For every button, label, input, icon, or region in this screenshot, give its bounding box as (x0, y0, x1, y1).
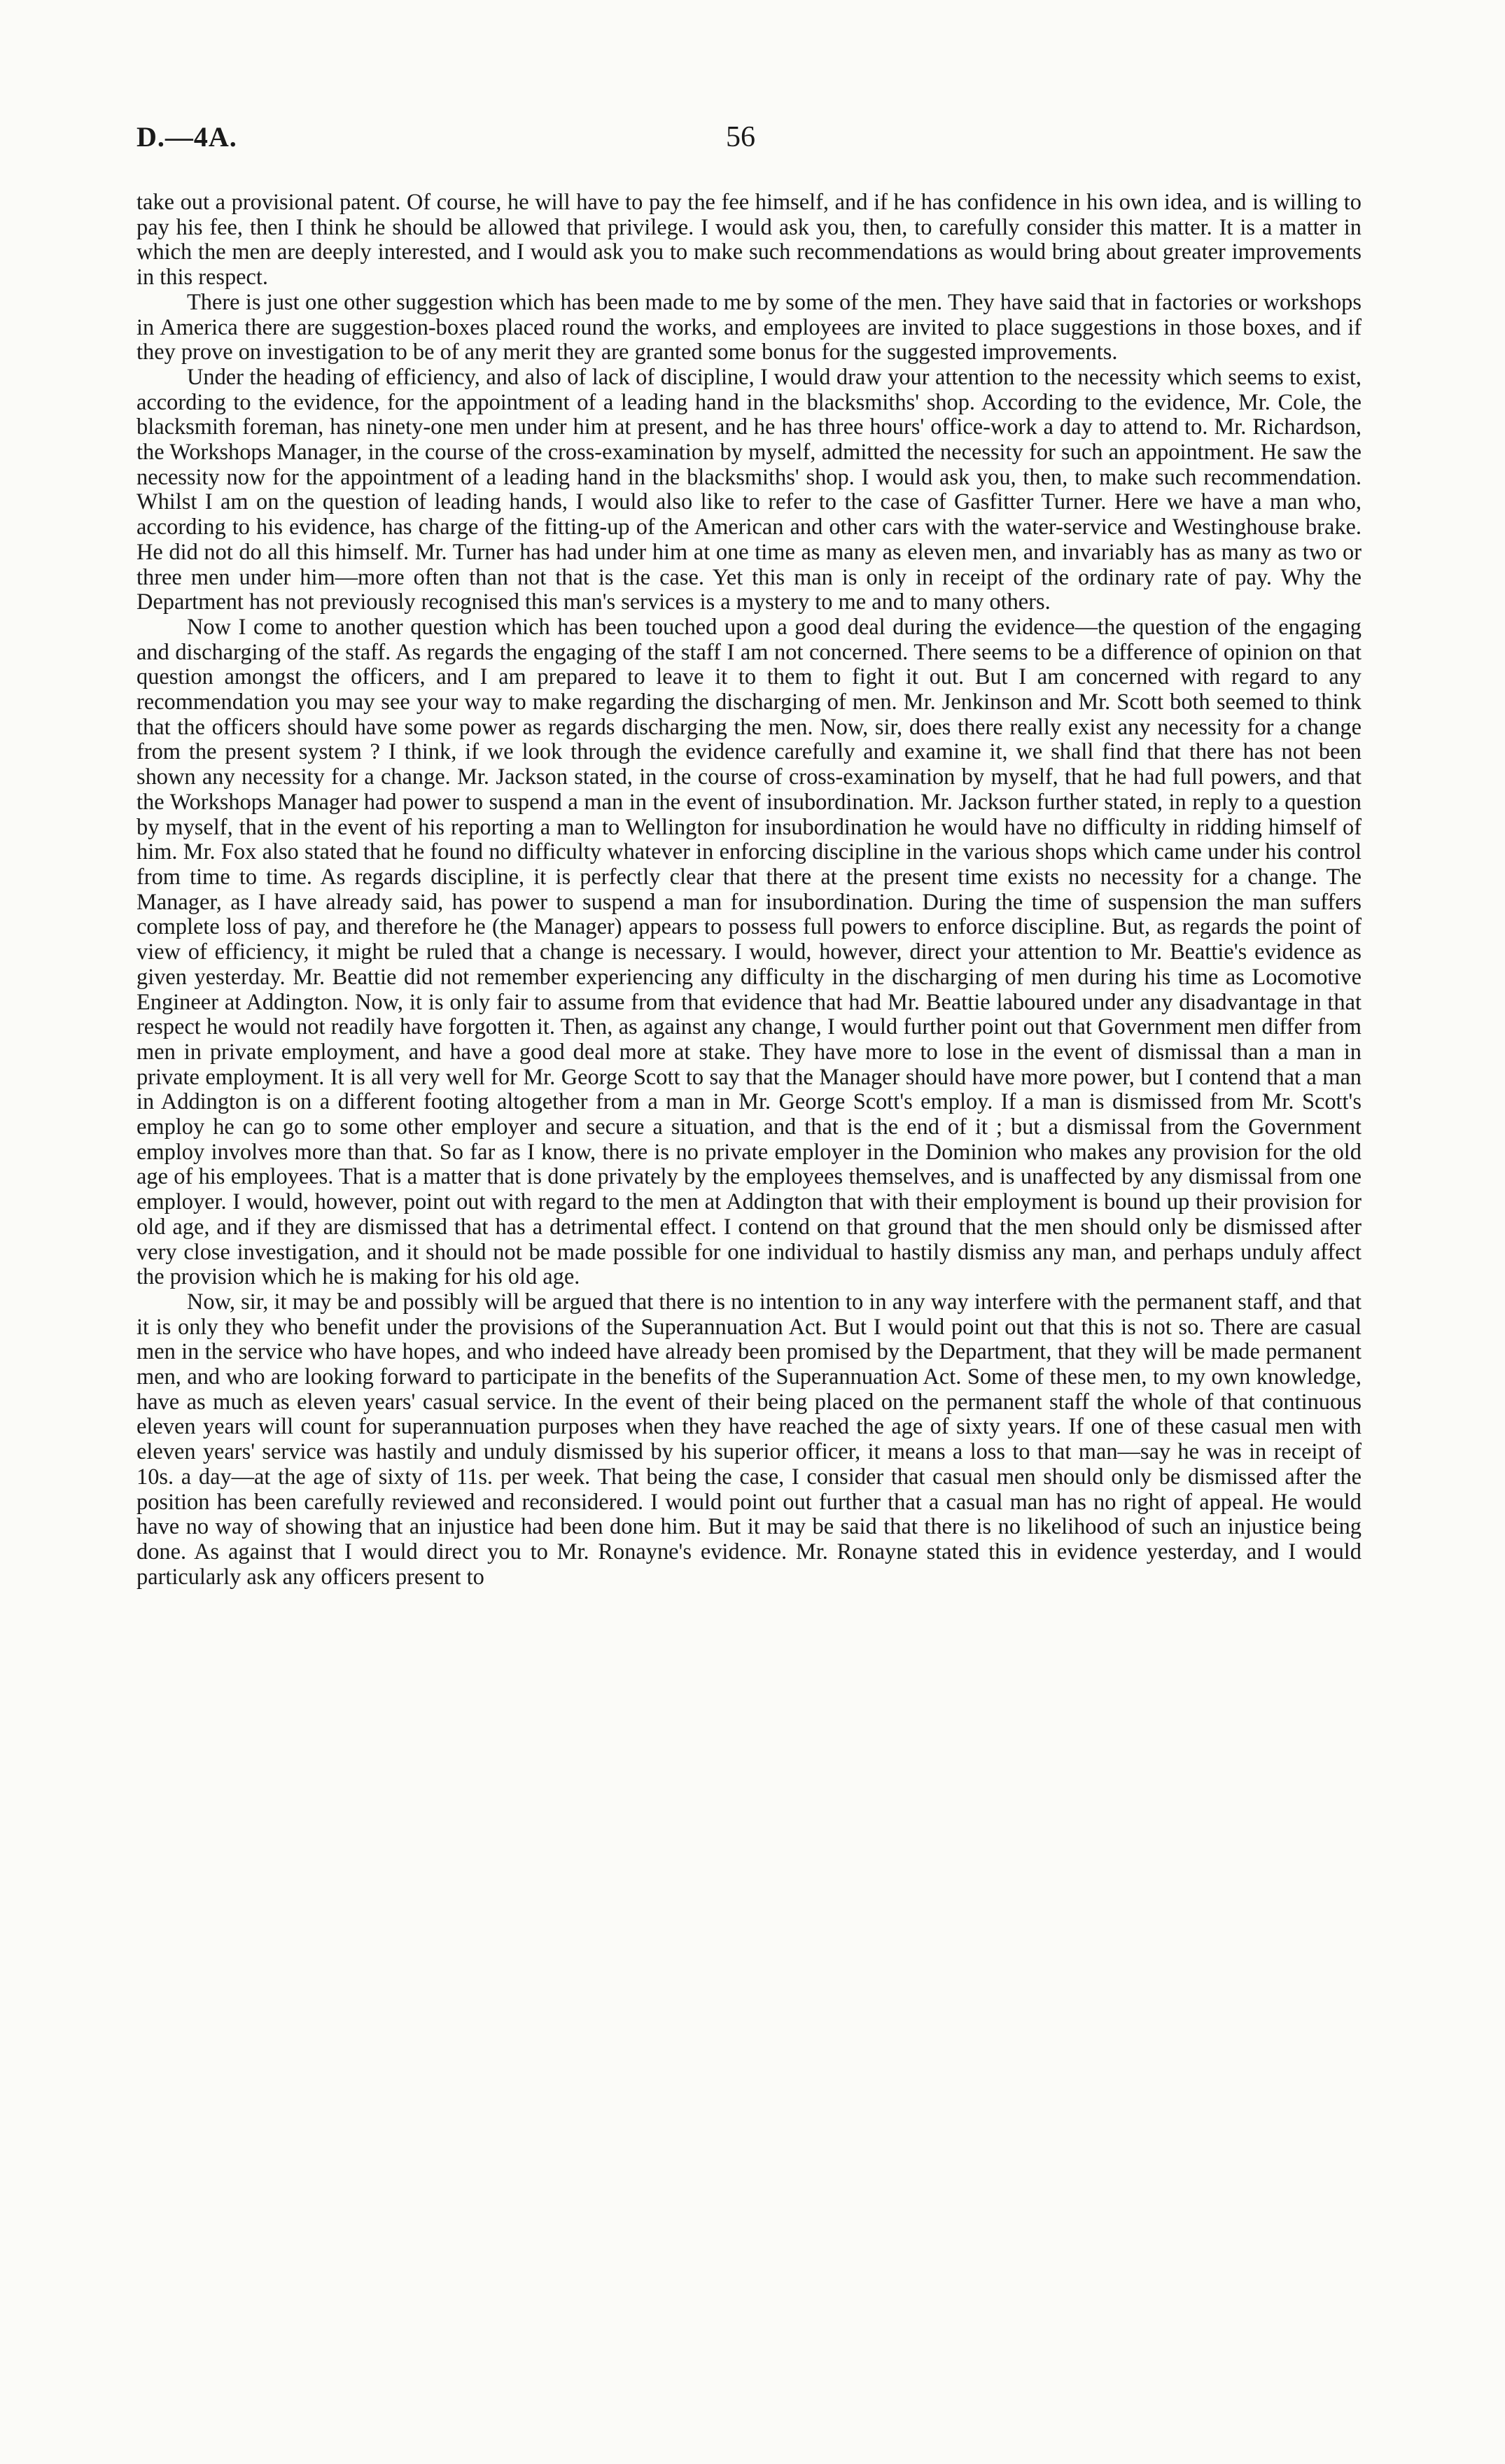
page-number: 56 (726, 121, 755, 153)
paragraph-patent-continuation: take out a provisional patent. Of course, he will have to pay the fee himself, and if he has confidence in his own idea, and is willing to pay his fee, then I think he should be allowed that privilege. I would ask you, then, to carefully consider this matter. It is a matter in which the men are deeply interested, and I would ask you to make such recommendations as would bring about greater improvements in this respect. (136, 190, 1362, 290)
page-header (136, 120, 1362, 169)
body-text (136, 190, 1362, 1590)
paragraph-suggestion-boxes: There is just one other suggestion which has been made to me by some of the men. They have said that in factories or workshops in America there are suggestion-boxes placed round the works, and employees are invited to place suggestions in those boxes, and if they prove on investigation to be of any merit they are granted some bonus for the suggested improvements. (136, 289, 1362, 365)
paragraph-casual-men: Now, sir, it may be and possibly will be argued that there is no intention to in any way interfere with the permanent staff, and that it is only they who benefit under the provisions of the Superannuation Act. But I would point out that this is not so. There are casual men in the service who have hopes, and who indeed have already been promised by the Department, that they will be made permanent men, and who are looking forward to participate in the benefits of the Superannuation Act. Some of these men, to my own knowledge, have as much as eleven years' casual service. In the event of their being placed on the permanent staff the whole of that continuous eleven years will count for superannuation purposes when they have reached the age of sixty years. If one of these casual men with eleven years' service was hastily and unduly dismissed by his superior officer, it means a loss to that man—say he was in receipt of 10s. a day—at the age of sixty of 11s. per week. That being the case, I consider that casual men should only be dismissed after the position has been carefully reviewed and reconsidered. I would point out further that a casual man has no right of appeal. He would have no way of showing that an injustice had been done him. But it may be said that there is no likelihood of such an injustice being done. As against that I would direct you to Mr. Ronayne's evidence. Mr. Ronayne stated this in evidence yesterday, and I would particularly ask any officers present to (136, 1289, 1362, 1590)
paragraph-discharging-staff: Now I come to another question which has been touched upon a good deal during the evidence—the question of the engaging and discharging of the staff. As regards the engaging of the staff I am not concerned. There seems to be a difference of opinion on that question amongst the officers, and I am prepared to leave it to them to fight it out. But I am concerned with regard to any recommendation you may see your way to make regarding the discharging of men. Mr. Jenkinson and Mr. Scott both seemed to think that the officers should have some power as regards discharging the men. Now, sir, does there really exist any necessity for a change from the present system ? I think, if we look through the evidence carefully and examine it, we shall find that there has not been shown any necessity for a change. Mr. Jackson stated, in the course of cross-examination by myself, that he had full powers, and that the Workshops Manager had power to suspend a man in the event of insubordination. Mr. Jackson further stated, in reply to a question by myself, that in the event of his reporting a man to Wellington for insubordination he would have no difficulty in ridding himself of him. Mr. Fox also stated that he found no difficulty whatever in enforcing discipline in the various shops which came under his control from time to time. As regards discipline, it is perfectly clear that there at the present time exists no necessity for a change. The Manager, as I have already said, has power to suspend a man for insubordination. During the time of suspension the man suffers complete loss of pay, and therefore he (the Manager) appears to possess full powers to enforce discipline. But, as regards the point of view of efficiency, it might be ruled that a change is necessary. I would, however, direct your attention to Mr. Beattie's evidence as given yesterday. Mr. Beattie did not remember experiencing any difficulty in the discharging of men during his time as Locomotive Engineer at Addington. Now, it is only fair to assume from that evidence that had Mr. Beattie laboured under any disadvantage in that respect he would not readily have forgotten it. Then, as against any change, I would further point out that Government men differ from men in private employment, and have a good deal more at stake. They have more to lose in the event of dismissal than a man in private employment. It is all very well for Mr. George Scott to say that the Manager should have more power, but I contend that a man in Addington is on a different footing altogether from a man in Mr. George Scott's employ. If a man is dismissed from Mr. Scott's employ he can go to some other employer and secure a situation, and that is the end of it ; but a dismissal from the Government employ involves more than that. So far as I know, there is no private employer in the Dominion who makes any provision for the old age of his employees. That is a matter that is done privately by the employees themselves, and is unaffected by any dismissal from one employer. I would, however, point out with regard to the men at Addington that with their employment is bound up their provision for old age, and if they are dismissed that has a detrimental effect. I contend on that ground that the men should only be dismissed after very close investigation, and it should not be made possible for one individual to hastily dismiss any man, and perhaps unduly affect the provision which he is making for his old age. (136, 614, 1362, 1290)
paragraph-leading-hands: Under the heading of efficiency, and also of lack of discipline, I would draw your attention to the necessity which seems to exist, according to the evidence, for the appointment of a leading hand in the blacksmiths' shop. According to the evidence, Mr. Cole, the blacksmith foreman, has ninety-one men under him at present, and he has three hours' office-work a day to attend to. Mr. Richardson, the Workshops Manager, in the course of the cross-examination by myself, admitted the necessity for such an appointment. He saw the necessity now for the appointment of a leading hand in the blacksmiths' shop. I would ask you, then, to make such recommendation. Whilst I am on the question of leading hands, I would also like to refer to the case of Gasfitter Turner. Here we have a man who, according to his evidence, has charge of the fitting-up of the American and other cars with the water-service and Westinghouse brake. He did not do all this himself. Mr. Turner has had under him at one time as many as eleven men, and invariably has as many as two or three men under him—more often than not that is the case. Yet this man is only in receipt of the ordinary rate of pay. Why the Department has not previously recognised this man's services is a mystery to me and to many others. (136, 364, 1362, 615)
document-reference: D.—4A. (136, 121, 237, 153)
